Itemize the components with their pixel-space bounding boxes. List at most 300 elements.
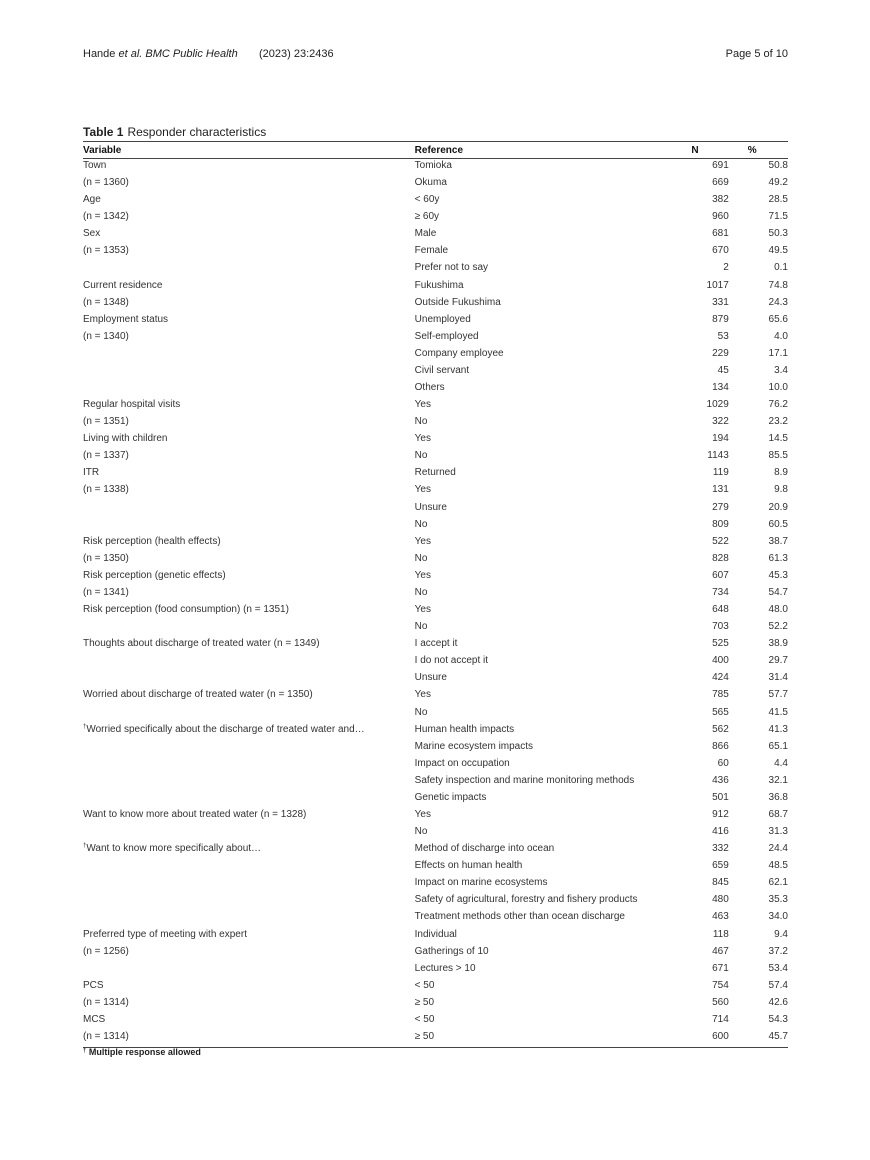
cell-n: 400 bbox=[712, 655, 729, 667]
table-body bbox=[83, 159, 788, 1048]
cell-n: 607 bbox=[712, 569, 729, 581]
cell-pct: 76.2 bbox=[768, 399, 788, 411]
cell-pct: 85.5 bbox=[768, 450, 788, 462]
table-row bbox=[83, 910, 788, 927]
cell-reference: Outside Fukushima bbox=[414, 296, 501, 308]
variable-text: Want to know more about treated water (n = 1328) bbox=[83, 808, 307, 820]
variable-text: MCS bbox=[83, 1013, 106, 1025]
table-row bbox=[83, 586, 788, 603]
cell-variable bbox=[83, 501, 415, 518]
cell-variable bbox=[83, 825, 415, 842]
cell-reference: Genetic impacts bbox=[414, 791, 487, 803]
cell-pct: 0.1 bbox=[774, 262, 788, 274]
cell-n: 424 bbox=[712, 672, 729, 684]
variable-text: (n = 1360) bbox=[83, 177, 129, 189]
table-row bbox=[83, 569, 788, 586]
responder-characteristics-table bbox=[83, 141, 788, 1048]
cell-reference: Yes bbox=[414, 604, 431, 616]
table-row bbox=[83, 347, 788, 364]
cell-n: 53 bbox=[717, 330, 729, 342]
cell-variable bbox=[83, 928, 415, 945]
cell-reference: No bbox=[414, 518, 428, 530]
variable-text: Worried specifically about the discharge of treated water and… bbox=[86, 723, 365, 735]
cell-variable bbox=[83, 381, 415, 398]
cell-variable bbox=[83, 910, 415, 927]
table-header-row bbox=[83, 142, 788, 159]
table-row bbox=[83, 825, 788, 842]
cell-n: 879 bbox=[712, 313, 729, 325]
cell-n: 229 bbox=[712, 347, 729, 359]
cell-reference: Female bbox=[414, 245, 449, 257]
table-caption bbox=[83, 125, 266, 139]
variable-text: Employment status bbox=[83, 313, 169, 325]
cell-pct: 62.1 bbox=[768, 877, 788, 889]
table-row bbox=[83, 159, 788, 177]
table-row bbox=[83, 244, 788, 261]
cell-variable bbox=[83, 979, 415, 996]
cell-variable bbox=[83, 569, 415, 586]
cell-variable bbox=[83, 706, 415, 723]
cell-reference: Marine ecosystem impacts bbox=[414, 740, 534, 752]
table-row bbox=[83, 330, 788, 347]
cell-n: 118 bbox=[712, 928, 729, 940]
footnote-text: Multiple response allowed bbox=[86, 1047, 201, 1057]
cell-n: 436 bbox=[712, 774, 729, 786]
cell-n: 648 bbox=[712, 604, 729, 616]
cell-pct: 34.0 bbox=[768, 911, 788, 923]
cell-n: 134 bbox=[712, 382, 729, 394]
cell-pct: 9.8 bbox=[774, 484, 788, 496]
cell-variable bbox=[83, 996, 415, 1013]
cell-variable bbox=[83, 398, 415, 415]
cell-reference: Self-employed bbox=[414, 330, 479, 342]
cell-n: 467 bbox=[712, 945, 729, 957]
column-header-n: N bbox=[685, 142, 728, 159]
cell-n: 119 bbox=[712, 467, 729, 479]
cell-reference: I accept it bbox=[414, 638, 458, 650]
column-header-pct: % bbox=[729, 142, 788, 159]
cell-variable bbox=[83, 671, 415, 688]
author-name: Hande bbox=[83, 48, 116, 60]
cell-variable bbox=[83, 210, 415, 227]
cell-pct: 24.3 bbox=[768, 296, 788, 308]
footnote-mark: † bbox=[83, 1048, 87, 1054]
cell-variable bbox=[83, 1030, 415, 1048]
cell-reference: Method of discharge into ocean bbox=[414, 843, 555, 855]
cell-pct: 49.2 bbox=[768, 177, 788, 189]
cell-pct: 38.7 bbox=[768, 535, 788, 547]
cell-variable bbox=[83, 757, 415, 774]
cell-variable bbox=[83, 723, 415, 740]
cell-reference: No bbox=[414, 416, 428, 428]
cell-n: 2 bbox=[723, 262, 729, 274]
table-row bbox=[83, 808, 788, 825]
table-row bbox=[83, 706, 788, 723]
table-row bbox=[83, 979, 788, 996]
cell-pct: 42.6 bbox=[768, 996, 788, 1008]
table-row bbox=[83, 791, 788, 808]
cell-pct: 31.4 bbox=[768, 672, 788, 684]
column-header-variable: Variable bbox=[83, 142, 415, 159]
cell-reference: Gatherings of 10 bbox=[414, 945, 489, 957]
cell-n: 703 bbox=[712, 621, 729, 633]
cell-n: 659 bbox=[712, 860, 729, 872]
variable-text: Age bbox=[83, 194, 101, 206]
cell-variable bbox=[83, 740, 415, 757]
table-row bbox=[83, 415, 788, 432]
variable-text: (n = 1350) bbox=[83, 552, 129, 564]
cell-n: 960 bbox=[712, 211, 729, 223]
cell-reference: Fukushima bbox=[414, 279, 464, 291]
cell-reference: < 50 bbox=[414, 979, 435, 991]
cell-variable bbox=[83, 1013, 415, 1030]
cell-pct: 54.7 bbox=[768, 586, 788, 598]
cell-reference: Yes bbox=[414, 569, 431, 581]
variable-text: Risk perception (genetic effects) bbox=[83, 569, 226, 581]
cell-n: 560 bbox=[712, 996, 729, 1008]
cell-n: 45 bbox=[717, 364, 729, 376]
cell-n: 1029 bbox=[706, 399, 729, 411]
cell-pct: 4.4 bbox=[774, 757, 788, 769]
variable-text: (n = 1256) bbox=[83, 945, 129, 957]
cell-variable bbox=[83, 518, 415, 535]
cell-pct: 10.0 bbox=[768, 382, 788, 394]
variable-text: Risk perception (food consumption) (n = 1351) bbox=[83, 604, 289, 616]
cell-pct: 74.8 bbox=[768, 279, 788, 291]
table-title: Responder characteristics bbox=[127, 125, 267, 139]
table-row bbox=[83, 176, 788, 193]
cell-n: 332 bbox=[712, 843, 729, 855]
table-row bbox=[83, 227, 788, 244]
table-row bbox=[83, 620, 788, 637]
cell-pct: 65.6 bbox=[768, 313, 788, 325]
cell-reference: ≥ 50 bbox=[414, 996, 435, 1008]
cell-variable bbox=[83, 159, 415, 177]
cell-reference: No bbox=[414, 706, 428, 718]
cell-pct: 8.9 bbox=[774, 467, 788, 479]
cell-pct: 3.4 bbox=[774, 364, 788, 376]
table-row bbox=[83, 398, 788, 415]
cell-reference: Okuma bbox=[414, 177, 447, 189]
cell-reference: I do not accept it bbox=[414, 655, 489, 667]
table-row bbox=[83, 842, 788, 859]
cell-reference: Tomioka bbox=[414, 160, 452, 171]
cell-pct: 28.5 bbox=[768, 194, 788, 206]
cell-reference: Human health impacts bbox=[414, 723, 515, 735]
cell-n: 322 bbox=[712, 416, 729, 428]
table-row bbox=[83, 364, 788, 381]
cell-variable bbox=[83, 296, 415, 313]
cell-reference: No bbox=[414, 586, 428, 598]
cell-n: 501 bbox=[712, 791, 729, 803]
cell-reference: No bbox=[414, 450, 428, 462]
cell-pct: 52.2 bbox=[768, 621, 788, 633]
table-row bbox=[83, 996, 788, 1013]
cell-reference: Yes bbox=[414, 689, 431, 701]
cell-pct: 37.2 bbox=[768, 945, 788, 957]
cell-reference: Returned bbox=[414, 467, 456, 479]
cell-reference: Others bbox=[414, 382, 445, 394]
cell-variable bbox=[83, 483, 415, 500]
cell-variable bbox=[83, 893, 415, 910]
cell-pct: 35.3 bbox=[768, 894, 788, 906]
cell-reference: Unsure bbox=[414, 501, 447, 513]
cell-pct: 29.7 bbox=[768, 655, 788, 667]
cell-variable bbox=[83, 774, 415, 791]
cell-reference: < 60y bbox=[414, 194, 440, 206]
cell-pct: 60.5 bbox=[768, 518, 788, 530]
cell-n: 669 bbox=[712, 177, 729, 189]
cell-variable bbox=[83, 227, 415, 244]
cell-reference: ≥ 60y bbox=[414, 211, 440, 223]
cell-n: 331 bbox=[712, 296, 729, 308]
cell-variable bbox=[83, 842, 415, 859]
table-row bbox=[83, 449, 788, 466]
cell-pct: 32.1 bbox=[768, 774, 788, 786]
table-row bbox=[83, 466, 788, 483]
table-row bbox=[83, 193, 788, 210]
cell-n: 734 bbox=[712, 586, 729, 598]
cell-variable bbox=[83, 466, 415, 483]
cell-variable bbox=[83, 586, 415, 603]
cell-reference: Unemployed bbox=[414, 313, 471, 325]
cell-reference: Individual bbox=[414, 928, 457, 940]
variable-text: (n = 1353) bbox=[83, 245, 129, 257]
table-row bbox=[83, 483, 788, 500]
table-row bbox=[83, 723, 788, 740]
table-row bbox=[83, 313, 788, 330]
variable-text: Preferred type of meeting with expert bbox=[83, 928, 247, 940]
table-row bbox=[83, 381, 788, 398]
cell-variable bbox=[83, 415, 415, 432]
table-row bbox=[83, 774, 788, 791]
cell-variable bbox=[83, 654, 415, 671]
variable-text: (n = 1351) bbox=[83, 416, 129, 428]
cell-n: 828 bbox=[712, 552, 729, 564]
cell-variable bbox=[83, 876, 415, 893]
cell-variable bbox=[83, 313, 415, 330]
table-row bbox=[83, 757, 788, 774]
cell-n: 912 bbox=[712, 808, 729, 820]
cell-variable bbox=[83, 962, 415, 979]
cell-n: 382 bbox=[712, 194, 729, 206]
cell-reference: Unsure bbox=[414, 672, 447, 684]
table-row bbox=[83, 432, 788, 449]
table-row bbox=[83, 654, 788, 671]
cell-pct: 71.5 bbox=[768, 211, 788, 223]
page-header bbox=[83, 48, 788, 64]
cell-variable bbox=[83, 620, 415, 637]
variable-text: (n = 1348) bbox=[83, 296, 129, 308]
cell-variable bbox=[83, 808, 415, 825]
cell-reference: Yes bbox=[414, 484, 431, 496]
cell-pct: 50.3 bbox=[768, 228, 788, 240]
table-row bbox=[83, 893, 788, 910]
cell-variable bbox=[83, 347, 415, 364]
table-row bbox=[83, 603, 788, 620]
cell-reference: No bbox=[414, 552, 428, 564]
cell-variable bbox=[83, 176, 415, 193]
variable-text: Thoughts about discharge of treated water (n = 1349) bbox=[83, 638, 320, 650]
variable-text: (n = 1340) bbox=[83, 330, 129, 342]
cell-n: 681 bbox=[712, 228, 729, 240]
cell-pct: 48.5 bbox=[768, 860, 788, 872]
table-row bbox=[83, 552, 788, 569]
cell-reference: Yes bbox=[414, 535, 431, 547]
variable-text: Worried about discharge of treated water (n = 1350) bbox=[83, 689, 313, 701]
table-row bbox=[83, 1013, 788, 1030]
table-row bbox=[83, 688, 788, 705]
cell-pct: 41.5 bbox=[768, 706, 788, 718]
table-row bbox=[83, 859, 788, 876]
variable-text: (n = 1342) bbox=[83, 211, 129, 223]
multiple-response-mark: † bbox=[83, 723, 87, 730]
cell-n: 670 bbox=[712, 245, 729, 257]
cell-variable bbox=[83, 535, 415, 552]
cell-pct: 41.3 bbox=[768, 723, 788, 735]
cell-n: 562 bbox=[712, 723, 729, 735]
table-row bbox=[83, 210, 788, 227]
page-number: Page 5 of 10 bbox=[725, 48, 788, 60]
cell-variable bbox=[83, 945, 415, 962]
cell-pct: 23.2 bbox=[768, 416, 788, 428]
variable-text: Living with children bbox=[83, 433, 168, 445]
variable-text: Sex bbox=[83, 228, 101, 240]
cell-reference: Treatment methods other than ocean discharge bbox=[414, 911, 625, 923]
cell-reference: < 50 bbox=[414, 1013, 435, 1025]
cell-reference: Yes bbox=[414, 433, 431, 445]
citation: (2023) 23:2436 bbox=[259, 48, 334, 60]
table-row bbox=[83, 928, 788, 945]
table-row bbox=[83, 518, 788, 535]
cell-n: 809 bbox=[712, 518, 729, 530]
cell-pct: 54.3 bbox=[768, 1013, 788, 1025]
cell-reference: Impact on occupation bbox=[414, 757, 510, 769]
running-author bbox=[83, 48, 238, 60]
table-label: Table 1 bbox=[83, 125, 124, 139]
cell-n: 714 bbox=[712, 1013, 729, 1025]
variable-text: ITR bbox=[83, 467, 100, 479]
cell-n: 845 bbox=[712, 877, 729, 889]
cell-n: 525 bbox=[712, 638, 729, 650]
cell-pct: 20.9 bbox=[768, 501, 788, 513]
variable-text: (n = 1341) bbox=[83, 586, 129, 598]
cell-n: 194 bbox=[712, 433, 729, 445]
cell-n: 480 bbox=[712, 894, 729, 906]
cell-pct: 38.9 bbox=[768, 638, 788, 650]
table-footnote bbox=[83, 1047, 201, 1057]
cell-n: 1017 bbox=[706, 279, 729, 291]
variable-text: (n = 1337) bbox=[83, 450, 129, 462]
cell-n: 131 bbox=[712, 484, 729, 496]
journal-name: BMC Public Health bbox=[145, 48, 238, 60]
variable-text: Town bbox=[83, 160, 107, 171]
cell-pct: 17.1 bbox=[768, 347, 788, 359]
variable-text: (n = 1314) bbox=[83, 996, 129, 1008]
multiple-response-mark: † bbox=[83, 843, 87, 850]
cell-reference: Company employee bbox=[414, 347, 504, 359]
column-header-reference: Reference bbox=[415, 142, 686, 159]
cell-variable bbox=[83, 279, 415, 296]
table-row bbox=[83, 535, 788, 552]
cell-reference: Impact on marine ecosystems bbox=[414, 877, 548, 889]
table-row bbox=[83, 740, 788, 757]
cell-pct: 9.4 bbox=[774, 928, 788, 940]
variable-text: (n = 1314) bbox=[83, 1030, 129, 1042]
cell-pct: 4.0 bbox=[774, 330, 788, 342]
cell-variable bbox=[83, 244, 415, 261]
table-row bbox=[83, 637, 788, 654]
cell-pct: 50.8 bbox=[768, 160, 788, 171]
cell-variable bbox=[83, 552, 415, 569]
cell-reference: Safety inspection and marine monitoring methods bbox=[414, 774, 635, 786]
cell-pct: 45.3 bbox=[768, 569, 788, 581]
cell-reference: Yes bbox=[414, 808, 431, 820]
cell-variable bbox=[83, 449, 415, 466]
cell-n: 60 bbox=[717, 757, 729, 769]
table-row bbox=[83, 945, 788, 962]
cell-pct: 68.7 bbox=[768, 808, 788, 820]
table-row bbox=[83, 671, 788, 688]
cell-reference: No bbox=[414, 621, 428, 633]
cell-reference: No bbox=[414, 826, 428, 838]
table-row bbox=[83, 279, 788, 296]
cell-pct: 31.3 bbox=[768, 826, 788, 838]
cell-reference: Yes bbox=[414, 399, 431, 411]
cell-n: 866 bbox=[712, 740, 729, 752]
variable-text: Regular hospital visits bbox=[83, 399, 181, 411]
cell-variable bbox=[83, 791, 415, 808]
cell-pct: 49.5 bbox=[768, 245, 788, 257]
cell-n: 416 bbox=[712, 826, 729, 838]
cell-pct: 14.5 bbox=[768, 433, 788, 445]
cell-pct: 61.3 bbox=[768, 552, 788, 564]
variable-text: Current residence bbox=[83, 279, 163, 291]
cell-n: 1143 bbox=[707, 450, 729, 462]
cell-reference: Safety of agricultural, forestry and fishery products bbox=[414, 894, 638, 906]
cell-n: 279 bbox=[712, 501, 729, 513]
table-row bbox=[83, 261, 788, 278]
table-row bbox=[83, 962, 788, 979]
cell-reference: Lectures > 10 bbox=[414, 962, 476, 974]
table-row bbox=[83, 1030, 788, 1048]
cell-variable bbox=[83, 859, 415, 876]
cell-n: 565 bbox=[712, 706, 729, 718]
cell-n: 691 bbox=[712, 160, 729, 171]
cell-pct: 57.7 bbox=[768, 689, 788, 701]
cell-variable bbox=[83, 432, 415, 449]
cell-variable bbox=[83, 603, 415, 620]
cell-variable bbox=[83, 637, 415, 654]
cell-reference: Effects on human health bbox=[414, 860, 523, 872]
cell-pct: 57.4 bbox=[768, 979, 788, 991]
et-al: et al. bbox=[118, 48, 143, 60]
cell-n: 600 bbox=[685, 1030, 728, 1048]
table-row bbox=[83, 876, 788, 893]
cell-n: 463 bbox=[712, 911, 729, 923]
cell-pct: 65.1 bbox=[768, 740, 788, 752]
variable-text: PCS bbox=[83, 979, 104, 991]
cell-variable bbox=[83, 330, 415, 347]
variable-text: (n = 1338) bbox=[83, 484, 129, 496]
cell-n: 522 bbox=[712, 535, 729, 547]
cell-pct: 48.0 bbox=[768, 604, 788, 616]
cell-variable bbox=[83, 364, 415, 381]
cell-pct: 53.4 bbox=[768, 962, 788, 974]
variable-text: Risk perception (health effects) bbox=[83, 535, 221, 547]
cell-reference: Male bbox=[414, 228, 437, 240]
variable-text: Want to know more specifically about… bbox=[86, 843, 262, 855]
